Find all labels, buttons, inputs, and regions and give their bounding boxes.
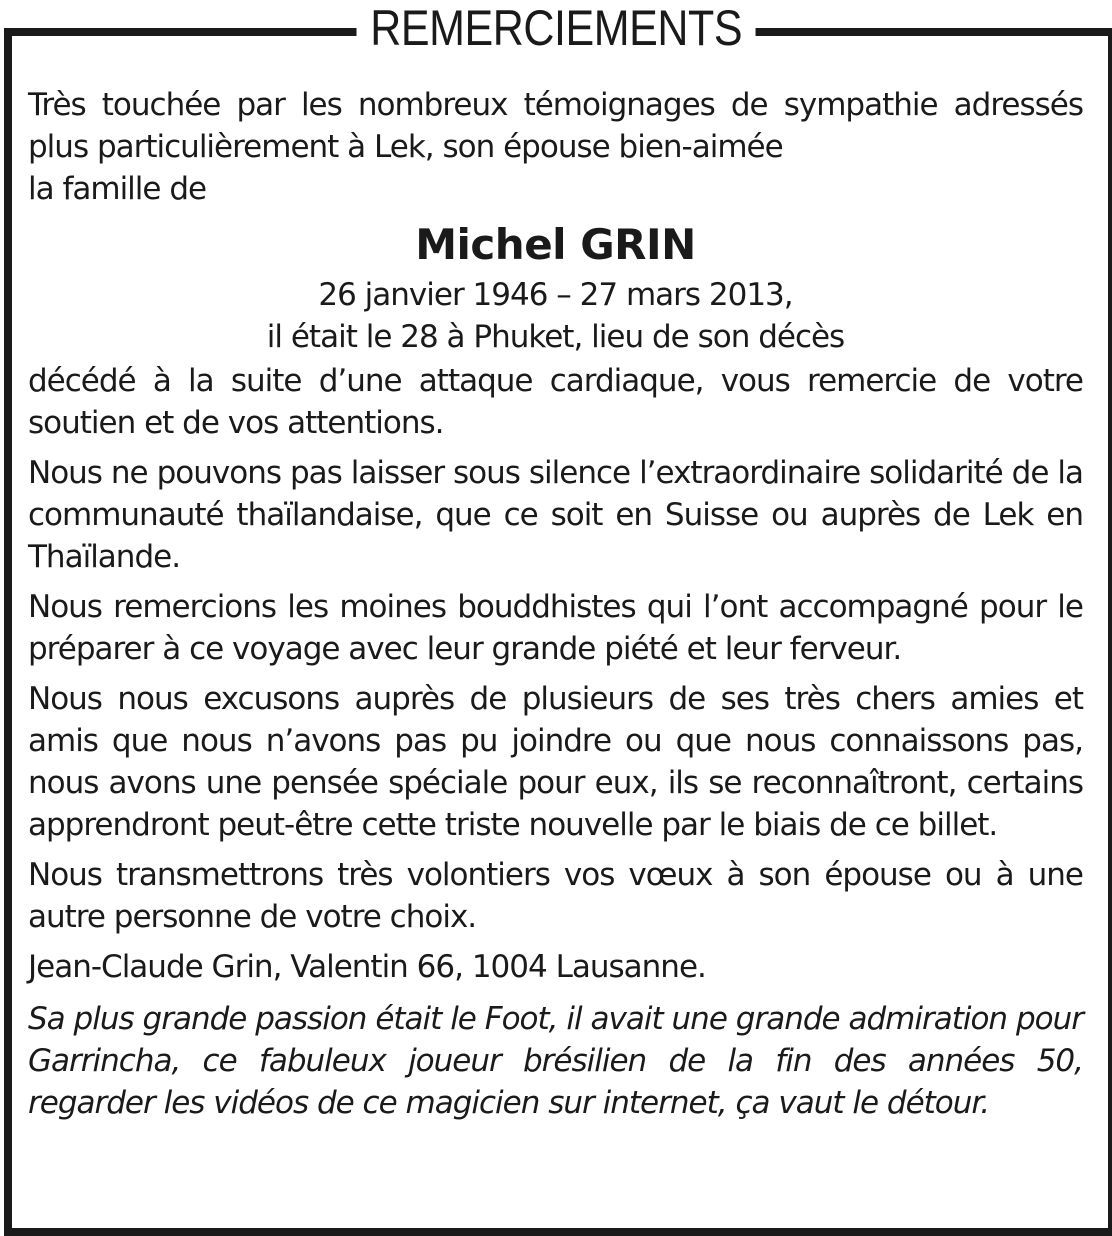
notice-title: REMERCIEMENTS [356,0,755,58]
paragraph: Nous transmettrons très volontiers vos vœux à son épouse ou à une autre personne de votre choix. [28,857,1083,935]
place-line: il était le 28 à Phuket, lieu de son décès [266,319,845,355]
intro-line: Très touchée par les nombreux témoignages de sympathie adressés [28,87,1083,123]
closing-note: Sa plus grande passion était le Foot, il avait une grande admiration pour Garrincha, ce fabuleux joueur brésilien de la fin des années 50, regarder les vidéos de ce magicien sur internet, ça vaut le détour. [28,1001,1083,1121]
dates-block [28,274,1083,358]
paragraph: Nous remercions les moines bouddhistes qui l’ont accompagné pour le préparer à ce voyage avec leur grande piété et leur ferveur. [28,589,1083,667]
paragraph: Nous ne pouvons pas laisser sous silence l’extraordinaire solidarité de la communauté thaïlandaise, que ce soit en Suisse ou auprès de Lek en Thaïlande. [28,455,1083,575]
notice-body [28,84,1083,1124]
dates-line: 26 janvier 1946 – 27 mars 2013, [318,277,793,313]
deceased-name: Michel GRIN [415,220,696,269]
intro-line: plus particulièrement à Lek, son épouse bien-aimée [28,129,783,165]
signature: Jean-Claude Grin, Valentin 66, 1004 Lausanne. [28,949,706,985]
intro-line: la famille de [28,171,207,207]
paragraph: décédé à la suite d’une attaque cardiaque, vous remercie de votre soutien et de vos attentions. [28,363,1083,441]
intro [28,84,1083,210]
paragraph: Nous nous excusons auprès de plusieurs de ses très chers amies et amis que nous n’avons pas pu joindre ou que nous connaissons pas, nous avons une pensée spéciale pour eux, ils se reconnaîtront, certains apprendront peut-être cette triste nouvelle par le biais de ce billet. [28,681,1083,843]
notice-heading [0,0,1112,58]
